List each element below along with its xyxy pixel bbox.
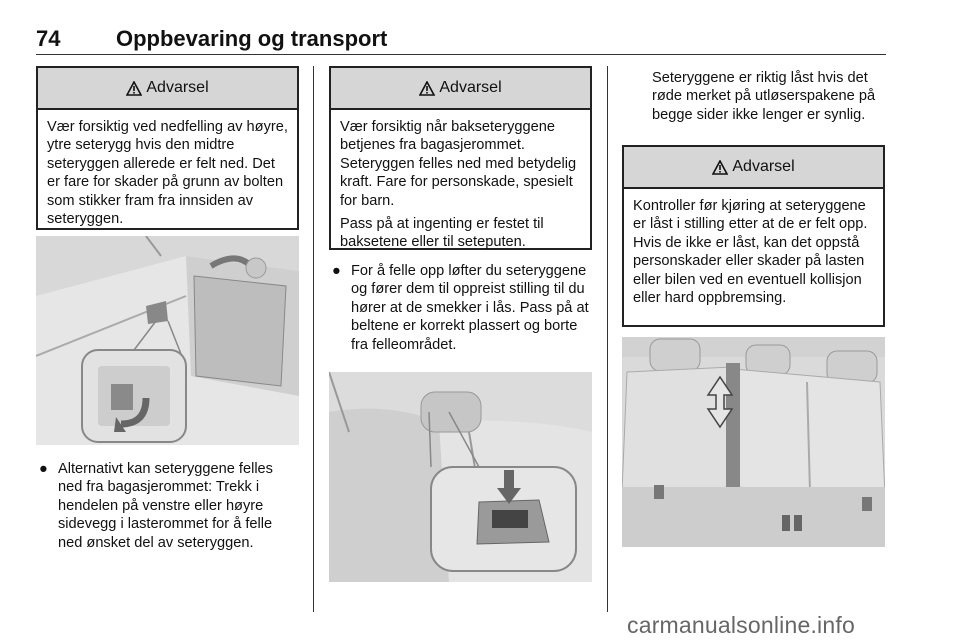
warning-header bbox=[38, 68, 297, 110]
bullet-icon: ● bbox=[39, 461, 48, 477]
warning-header bbox=[624, 147, 883, 189]
col3-intro bbox=[652, 69, 890, 124]
illustration-rear-seats bbox=[622, 337, 885, 547]
column-divider-2 bbox=[607, 66, 608, 612]
page-header bbox=[36, 26, 886, 55]
watermark: carmanualsonline.info bbox=[627, 612, 855, 638]
list-item bbox=[329, 262, 592, 354]
warning-title: Advarsel bbox=[146, 79, 209, 96]
warning-text: Pass på at ingenting er festet til baksetene eller til seteputen. bbox=[340, 216, 544, 251]
warning-box-3 bbox=[622, 145, 885, 327]
column-divider-1 bbox=[313, 66, 314, 612]
warning-text: Vær forsiktig ved nedfelling av høyre, ytre seterygg hvis den midtre seteryggen allerede er felt ned. Det er fare for skader på grunn av bolten som stikker fram fra innsiden av seteryggen. bbox=[47, 119, 288, 228]
bullet-icon: ● bbox=[332, 263, 341, 279]
warning-box-2 bbox=[329, 66, 592, 250]
warning-triangle-icon bbox=[126, 81, 142, 96]
intro-text: Seteryggene er riktig låst hvis det røde merket på utløserspakene på begge sider ikke lenger er synlig. bbox=[652, 70, 876, 123]
list-item bbox=[36, 460, 299, 552]
warning-triangle-icon bbox=[712, 160, 728, 175]
list-item-text: For å felle opp løfter du seteryggene og fører dem til oppreist stilling til du hører at de smekker i lås. Pass på at beltene er korrekt plassert og borte fra felleområdet. bbox=[351, 263, 589, 353]
page-number: 74 bbox=[36, 26, 61, 51]
warning-header bbox=[331, 68, 590, 110]
warning-box-1 bbox=[36, 66, 299, 230]
warning-text: Kontroller før kjøring at seteryggene er låst i stilling etter at de er felt opp. Hvis de ikke er låst, kan det oppstå personskader eller skader på lasten eller bilen ved en eventuell kollisjon eller hard oppbremsing. bbox=[633, 198, 868, 307]
warning-title: Advarsel bbox=[439, 79, 502, 96]
col2-bullet-list bbox=[329, 262, 592, 354]
list-item-text: Alternativt kan seteryggene felles ned fra bagasjerommet: Trekk i hendelen på venstre eller høyre sidevegg i lasterommet for å felle ned ønsket del av seteryggen. bbox=[58, 461, 273, 551]
col1-bullet-list bbox=[36, 460, 299, 552]
illustration-trunk-lever bbox=[36, 236, 299, 445]
warning-title: Advarsel bbox=[732, 158, 795, 175]
page-title: Oppbevaring og transport bbox=[116, 26, 388, 51]
illustration-seat-latch bbox=[329, 372, 592, 582]
warning-triangle-icon bbox=[419, 81, 435, 96]
warning-text: Vær forsiktig når bakseteryggene betjenes fra bagasjerommet. Seteryggen felles ned med betydelig kraft. Fare for personskade, spesielt for barn. bbox=[340, 119, 577, 209]
